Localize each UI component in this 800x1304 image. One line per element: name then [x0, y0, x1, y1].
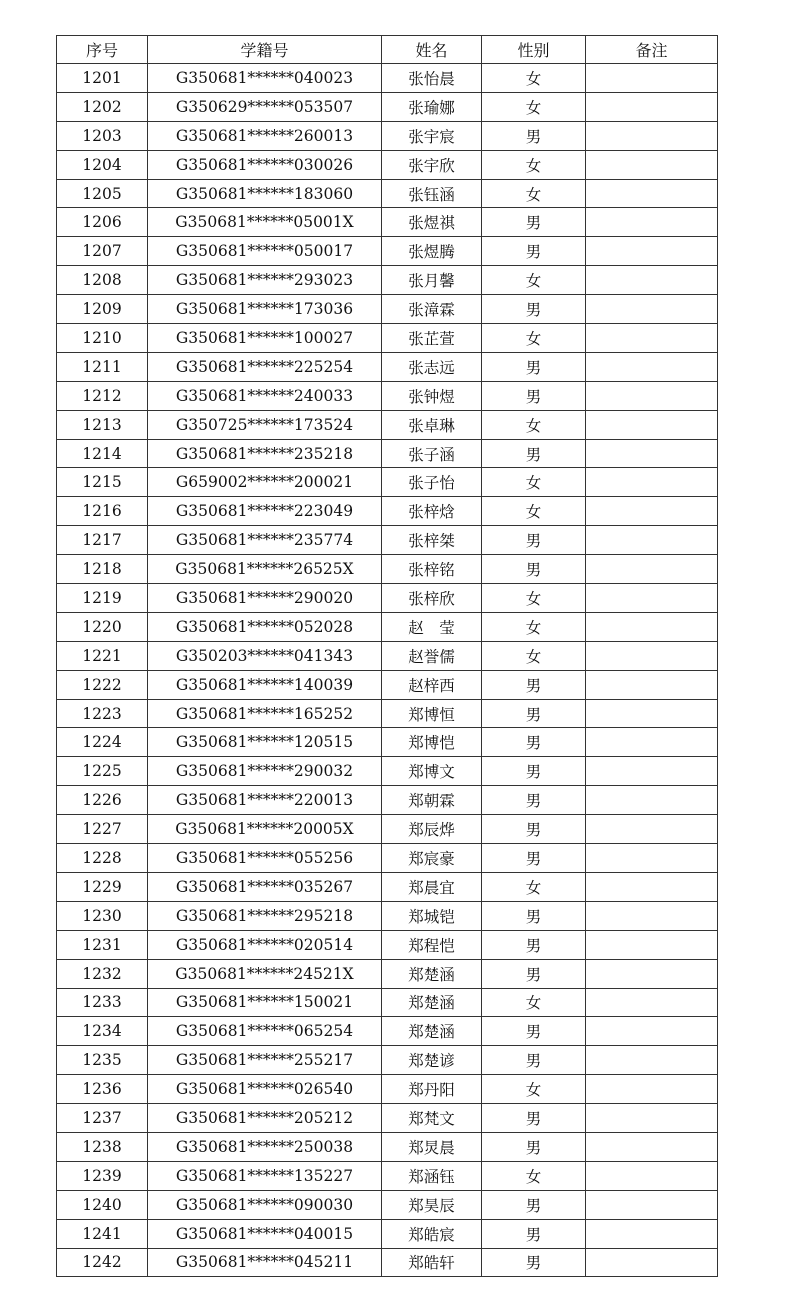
- table-row: [57, 988, 718, 1017]
- cell-remark: [586, 786, 718, 815]
- cell-seq: 1232: [57, 959, 148, 988]
- cell-seq: 1205: [57, 179, 148, 208]
- header-gender: 性别: [482, 36, 586, 64]
- cell-gender: 男: [482, 1219, 586, 1248]
- cell-gender: 男: [482, 1190, 586, 1219]
- cell-gender: 男: [482, 901, 586, 930]
- cell-remark: [586, 497, 718, 526]
- cell-name: 张志远: [382, 352, 482, 381]
- cell-gender: 男: [482, 844, 586, 873]
- cell-remark: [586, 237, 718, 266]
- cell-name: 张卓琳: [382, 410, 482, 439]
- cell-gender: 男: [482, 1248, 586, 1277]
- cell-remark: [586, 1132, 718, 1161]
- cell-name: 郑梵文: [382, 1104, 482, 1133]
- cell-seq: 1229: [57, 872, 148, 901]
- cell-student-id: G350681******225254: [148, 352, 382, 381]
- cell-gender: 女: [482, 988, 586, 1017]
- table-row: [57, 1017, 718, 1046]
- cell-name: 张子怡: [382, 468, 482, 497]
- cell-remark: [586, 92, 718, 121]
- table-row: [57, 410, 718, 439]
- cell-student-id: G350681******293023: [148, 266, 382, 295]
- cell-gender: 男: [482, 121, 586, 150]
- table-row: [57, 699, 718, 728]
- cell-seq: 1214: [57, 439, 148, 468]
- table-row: [57, 92, 718, 121]
- student-roster-table: [56, 35, 718, 1277]
- cell-gender: 女: [482, 64, 586, 93]
- table-row: [57, 526, 718, 555]
- cell-student-id: G350681******240033: [148, 381, 382, 410]
- cell-seq: 1202: [57, 92, 148, 121]
- cell-gender: 男: [482, 555, 586, 584]
- table-row: [57, 237, 718, 266]
- cell-name: 张梓铭: [382, 555, 482, 584]
- cell-remark: [586, 526, 718, 555]
- cell-remark: [586, 64, 718, 93]
- table-row: [57, 555, 718, 584]
- cell-name: 张钟煜: [382, 381, 482, 410]
- cell-remark: [586, 324, 718, 353]
- table-row: [57, 815, 718, 844]
- cell-gender: 男: [482, 670, 586, 699]
- cell-seq: 1239: [57, 1161, 148, 1190]
- cell-remark: [586, 555, 718, 584]
- cell-student-id: G350681******205212: [148, 1104, 382, 1133]
- cell-remark: [586, 1104, 718, 1133]
- cell-seq: 1201: [57, 64, 148, 93]
- cell-remark: [586, 901, 718, 930]
- cell-name: 张宇欣: [382, 150, 482, 179]
- cell-remark: [586, 381, 718, 410]
- table-row: [57, 930, 718, 959]
- cell-student-id: G350681******24521X: [148, 959, 382, 988]
- cell-student-id: G350681******290032: [148, 757, 382, 786]
- cell-gender: 男: [482, 699, 586, 728]
- cell-seq: 1241: [57, 1219, 148, 1248]
- table-row: [57, 670, 718, 699]
- table-row: [57, 381, 718, 410]
- cell-name: 张芷萱: [382, 324, 482, 353]
- header-student-id: 学籍号: [148, 36, 382, 64]
- cell-seq: 1211: [57, 352, 148, 381]
- cell-gender: 男: [482, 208, 586, 237]
- cell-student-id: G350725******173524: [148, 410, 382, 439]
- cell-student-id: G350681******26525X: [148, 555, 382, 584]
- cell-name: 赵 莹: [382, 612, 482, 641]
- table-row: [57, 786, 718, 815]
- table-row: [57, 497, 718, 526]
- cell-remark: [586, 1017, 718, 1046]
- cell-gender: 男: [482, 930, 586, 959]
- cell-remark: [586, 815, 718, 844]
- cell-name: 张梓欣: [382, 584, 482, 613]
- cell-gender: 男: [482, 959, 586, 988]
- cell-remark: [586, 410, 718, 439]
- cell-seq: 1242: [57, 1248, 148, 1277]
- cell-name: 郑皓宸: [382, 1219, 482, 1248]
- cell-gender: 男: [482, 815, 586, 844]
- cell-seq: 1210: [57, 324, 148, 353]
- cell-name: 郑辰烨: [382, 815, 482, 844]
- cell-name: 张煜祺: [382, 208, 482, 237]
- cell-seq: 1240: [57, 1190, 148, 1219]
- table-row: [57, 757, 718, 786]
- cell-remark: [586, 584, 718, 613]
- cell-gender: 女: [482, 468, 586, 497]
- cell-student-id: G350681******295218: [148, 901, 382, 930]
- cell-seq: 1208: [57, 266, 148, 295]
- table-row: [57, 179, 718, 208]
- cell-remark: [586, 1219, 718, 1248]
- cell-remark: [586, 208, 718, 237]
- header-seq: 序号: [57, 36, 148, 64]
- cell-seq: 1212: [57, 381, 148, 410]
- cell-student-id: G350681******165252: [148, 699, 382, 728]
- cell-gender: 女: [482, 179, 586, 208]
- cell-student-id: G350681******050017: [148, 237, 382, 266]
- table-row: [57, 584, 718, 613]
- cell-seq: 1233: [57, 988, 148, 1017]
- cell-student-id: G350681******173036: [148, 295, 382, 324]
- cell-gender: 女: [482, 584, 586, 613]
- cell-gender: 男: [482, 1046, 586, 1075]
- cell-seq: 1220: [57, 612, 148, 641]
- cell-student-id: G350681******183060: [148, 179, 382, 208]
- cell-remark: [586, 1190, 718, 1219]
- table-row: [57, 728, 718, 757]
- cell-remark: [586, 930, 718, 959]
- cell-gender: 男: [482, 439, 586, 468]
- cell-student-id: G350681******090030: [148, 1190, 382, 1219]
- cell-remark: [586, 1075, 718, 1104]
- cell-remark: [586, 295, 718, 324]
- cell-name: 张怡晨: [382, 64, 482, 93]
- table-row: [57, 468, 718, 497]
- cell-seq: 1213: [57, 410, 148, 439]
- cell-student-id: G350681******040023: [148, 64, 382, 93]
- table-row: [57, 295, 718, 324]
- cell-gender: 男: [482, 295, 586, 324]
- cell-student-id: G350681******055256: [148, 844, 382, 873]
- cell-student-id: G350681******020514: [148, 930, 382, 959]
- cell-name: 张子涵: [382, 439, 482, 468]
- table-row: [57, 324, 718, 353]
- cell-student-id: G350681******235774: [148, 526, 382, 555]
- cell-gender: 男: [482, 381, 586, 410]
- table-row: [57, 844, 718, 873]
- cell-seq: 1216: [57, 497, 148, 526]
- cell-seq: 1221: [57, 641, 148, 670]
- cell-gender: 男: [482, 786, 586, 815]
- cell-gender: 女: [482, 92, 586, 121]
- cell-seq: 1223: [57, 699, 148, 728]
- cell-student-id: G350681******05001X: [148, 208, 382, 237]
- table-row: [57, 641, 718, 670]
- table-row: [57, 1132, 718, 1161]
- cell-remark: [586, 844, 718, 873]
- cell-name: 张煜腾: [382, 237, 482, 266]
- cell-seq: 1217: [57, 526, 148, 555]
- cell-seq: 1225: [57, 757, 148, 786]
- cell-seq: 1236: [57, 1075, 148, 1104]
- cell-student-id: G350681******100027: [148, 324, 382, 353]
- cell-seq: 1224: [57, 728, 148, 757]
- cell-remark: [586, 612, 718, 641]
- cell-gender: 女: [482, 1075, 586, 1104]
- cell-seq: 1231: [57, 930, 148, 959]
- table-row: [57, 1075, 718, 1104]
- table-row: [57, 1104, 718, 1133]
- cell-gender: 女: [482, 641, 586, 670]
- table-row: [57, 266, 718, 295]
- cell-gender: 女: [482, 1161, 586, 1190]
- cell-remark: [586, 757, 718, 786]
- table-row: [57, 121, 718, 150]
- cell-seq: 1204: [57, 150, 148, 179]
- table-row: [57, 439, 718, 468]
- cell-remark: [586, 1248, 718, 1277]
- cell-remark: [586, 150, 718, 179]
- cell-name: 郑博恒: [382, 699, 482, 728]
- cell-student-id: G350681******220013: [148, 786, 382, 815]
- header-remark: 备注: [586, 36, 718, 64]
- cell-student-id: G350681******140039: [148, 670, 382, 699]
- cell-name: 郑炅晨: [382, 1132, 482, 1161]
- cell-name: 郑涵钰: [382, 1161, 482, 1190]
- cell-name: 郑楚涵: [382, 959, 482, 988]
- cell-gender: 男: [482, 237, 586, 266]
- cell-gender: 男: [482, 757, 586, 786]
- cell-student-id: G350681******120515: [148, 728, 382, 757]
- cell-name: 郑朝霖: [382, 786, 482, 815]
- cell-student-id: G350681******150021: [148, 988, 382, 1017]
- table-row: [57, 959, 718, 988]
- cell-student-id: G350681******235218: [148, 439, 382, 468]
- cell-student-id: G350681******260013: [148, 121, 382, 150]
- cell-remark: [586, 468, 718, 497]
- cell-student-id: G350681******040015: [148, 1219, 382, 1248]
- cell-seq: 1230: [57, 901, 148, 930]
- cell-student-id: G350681******045211: [148, 1248, 382, 1277]
- cell-seq: 1206: [57, 208, 148, 237]
- cell-seq: 1238: [57, 1132, 148, 1161]
- cell-student-id: G350681******052028: [148, 612, 382, 641]
- cell-student-id: G350203******041343: [148, 641, 382, 670]
- cell-name: 郑丹阳: [382, 1075, 482, 1104]
- cell-name: 郑楚谚: [382, 1046, 482, 1075]
- cell-gender: 男: [482, 1017, 586, 1046]
- table-row: [57, 352, 718, 381]
- header-name: 姓名: [382, 36, 482, 64]
- cell-seq: 1215: [57, 468, 148, 497]
- cell-gender: 女: [482, 324, 586, 353]
- cell-remark: [586, 266, 718, 295]
- table-row: [57, 872, 718, 901]
- cell-name: 郑皓轩: [382, 1248, 482, 1277]
- cell-remark: [586, 670, 718, 699]
- cell-name: 郑楚涵: [382, 1017, 482, 1046]
- table-row: [57, 64, 718, 93]
- cell-remark: [586, 641, 718, 670]
- cell-name: 赵誉儒: [382, 641, 482, 670]
- table-row: [57, 612, 718, 641]
- cell-remark: [586, 439, 718, 468]
- cell-seq: 1228: [57, 844, 148, 873]
- cell-student-id: G350681******250038: [148, 1132, 382, 1161]
- cell-name: 张宇宸: [382, 121, 482, 150]
- cell-name: 张瑜娜: [382, 92, 482, 121]
- cell-name: 郑晨宜: [382, 872, 482, 901]
- cell-student-id: G350681******20005X: [148, 815, 382, 844]
- cell-remark: [586, 1161, 718, 1190]
- cell-remark: [586, 179, 718, 208]
- header-row: [57, 36, 718, 64]
- cell-gender: 女: [482, 410, 586, 439]
- cell-gender: 男: [482, 1104, 586, 1133]
- table-header: [57, 36, 718, 64]
- cell-name: 郑程恺: [382, 930, 482, 959]
- cell-remark: [586, 988, 718, 1017]
- cell-name: 张漳霖: [382, 295, 482, 324]
- cell-gender: 女: [482, 612, 586, 641]
- table-row: [57, 1161, 718, 1190]
- cell-student-id: G350629******053507: [148, 92, 382, 121]
- table-row: [57, 901, 718, 930]
- cell-seq: 1237: [57, 1104, 148, 1133]
- cell-seq: 1219: [57, 584, 148, 613]
- cell-remark: [586, 121, 718, 150]
- cell-gender: 女: [482, 497, 586, 526]
- cell-gender: 女: [482, 872, 586, 901]
- cell-remark: [586, 699, 718, 728]
- cell-name: 赵梓西: [382, 670, 482, 699]
- cell-seq: 1218: [57, 555, 148, 584]
- cell-student-id: G350681******255217: [148, 1046, 382, 1075]
- cell-gender: 男: [482, 728, 586, 757]
- cell-seq: 1207: [57, 237, 148, 266]
- cell-seq: 1203: [57, 121, 148, 150]
- cell-student-id: G659002******200021: [148, 468, 382, 497]
- cell-name: 张月馨: [382, 266, 482, 295]
- cell-student-id: G350681******030026: [148, 150, 382, 179]
- cell-name: 张梓焓: [382, 497, 482, 526]
- cell-gender: 男: [482, 1132, 586, 1161]
- cell-student-id: G350681******135227: [148, 1161, 382, 1190]
- cell-student-id: G350681******223049: [148, 497, 382, 526]
- cell-name: 郑昊辰: [382, 1190, 482, 1219]
- table-row: [57, 1046, 718, 1075]
- cell-name: 郑博恺: [382, 728, 482, 757]
- cell-student-id: G350681******026540: [148, 1075, 382, 1104]
- table-row: [57, 1219, 718, 1248]
- cell-remark: [586, 352, 718, 381]
- table-row: [57, 1248, 718, 1277]
- cell-name: 郑宸豪: [382, 844, 482, 873]
- cell-seq: 1226: [57, 786, 148, 815]
- cell-remark: [586, 1046, 718, 1075]
- cell-name: 郑楚涵: [382, 988, 482, 1017]
- cell-seq: 1222: [57, 670, 148, 699]
- cell-name: 郑博文: [382, 757, 482, 786]
- cell-gender: 男: [482, 352, 586, 381]
- cell-name: 张钰涵: [382, 179, 482, 208]
- cell-gender: 女: [482, 266, 586, 295]
- cell-gender: 男: [482, 526, 586, 555]
- cell-remark: [586, 959, 718, 988]
- cell-remark: [586, 872, 718, 901]
- cell-seq: 1234: [57, 1017, 148, 1046]
- table-row: [57, 150, 718, 179]
- cell-seq: 1235: [57, 1046, 148, 1075]
- table-row: [57, 1190, 718, 1219]
- cell-remark: [586, 728, 718, 757]
- table-body: [57, 64, 718, 1277]
- cell-student-id: G350681******290020: [148, 584, 382, 613]
- cell-name: 张梓桀: [382, 526, 482, 555]
- cell-student-id: G350681******035267: [148, 872, 382, 901]
- table-row: [57, 208, 718, 237]
- cell-name: 郑城铠: [382, 901, 482, 930]
- cell-seq: 1209: [57, 295, 148, 324]
- cell-seq: 1227: [57, 815, 148, 844]
- cell-student-id: G350681******065254: [148, 1017, 382, 1046]
- cell-gender: 女: [482, 150, 586, 179]
